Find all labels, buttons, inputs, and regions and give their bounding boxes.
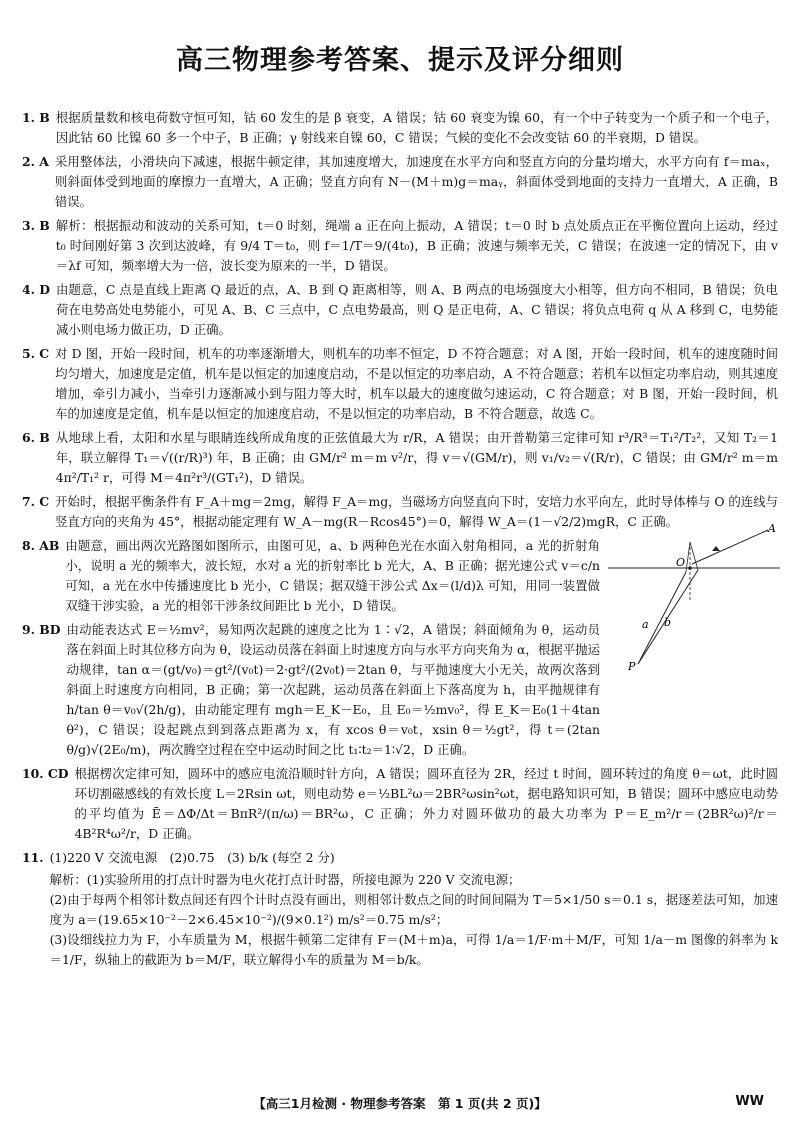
answer-number: 6. B <box>22 430 50 445</box>
answer-number: 11. <box>22 850 44 865</box>
analysis-line: 解析：(1)实验所用的打点计时器为电火花打点计时器，所接电源为 220 V 交流电源； <box>49 872 521 887</box>
answer-item-11 <box>22 848 778 970</box>
answer-item-10 <box>22 764 778 844</box>
answer-number: 9. BD <box>22 622 61 637</box>
answer-text: 解析：根据振动和波动的关系可知，t＝0 时刻，绳端 a 正在向上振动，A 错误；t＝0 时 b 点处质点正在平衡位置向上运动，经过 t₀ 时间刚好第 3 次到达波峰，有 9/4 T＝t₀，则 f＝1/T＝9/(4t₀)，B 正确；波速与频率无关，C 错误；在波速一定的情况下，由 v＝λf 可知，频率增大为一倍，波长变为原来的一半，D 错误。 <box>55 218 778 273</box>
answer-item-5 <box>22 344 778 424</box>
answer-number: 3. B <box>22 218 50 233</box>
answer-text: 对 D 图，开始一段时间，机车的功率逐渐增大，则机车的功率不恒定，D 不符合题意；对 A 图，开始一段时间，机车的速度随时间均匀增大，加速度是定值，机车是以恒定的加速度启动，不是以恒定的功率启动，A 不符合题意；若机车以恒定功率启动，则其速度增加，牵引力减小，当牵引力逐渐减小到与阻力等大时，机车以最大的速度做匀速运动，C 符合题意；对 B 图，开始一段时间，机车的加速度是定值，机车是以恒定的加速度启动，不是以恒定的功率启动，B 不符合题意，故选 C。 <box>55 346 778 421</box>
arrow-icon <box>712 546 720 551</box>
answer-text: 从地球上看，太阳和水星与眼睛连线所成角度的正弦值最大为 r/R，A 错误；由开普勒第三定律可知 r³/R³＝T₁²/T₂²，又知 T₂＝1年，联立解得 T₁＝√((r/R)³) 年，B 正确；由 GM/r² m＝m v²/r，得 v＝√(GM/r)，则 v₁/v₂＝√(R/r)，C 错误；由 GM/r² m＝m 4π²/T₁² r，可得 M＝4π²r³/(GT₁²)，D 错误。 <box>55 430 778 485</box>
light-path-diagram <box>608 522 780 672</box>
answer-number: 2. A <box>22 154 49 169</box>
ray-b2 <box>690 542 698 570</box>
analysis-line: (3)设细线拉力为 F，小车质量为 M，根据牛顿第二定律有 F＝(M＋m)a，可得 1/a＝1/F·m＋M/F，可知 1/a－m 图像的斜率为 k＝1/F，纵轴上的截距为 b＝M/F，联立解得小车的质量为 M＝b/k。 <box>49 932 778 967</box>
answer-number: 7. C <box>22 494 50 509</box>
label-b: b <box>664 616 672 629</box>
incident-ray <box>692 530 768 564</box>
footer-code: WW <box>735 1094 764 1109</box>
answer-item-3 <box>22 216 778 276</box>
label-p: P <box>628 660 636 672</box>
analysis-block <box>50 870 778 970</box>
answer-text: 由题意，画出两次光路图如图所示，由图可见，a、b 两种色光在水面入射角相同，a 光的折射角小，说明 a 光的频率大，波长短，水对 a 光的折射率比 b 光大，A、B 正确；据光速公式 v＝c/n 可知，a 光在水中传播速度比 b 光小，C 错误；据双缝干涉公式 Δx＝(l/d)λ 可知，用同一装置做双缝干涉实验，a 光的相邻干涉条纹间距比 b 光小，D 错误。 <box>65 538 600 613</box>
answer-text: (1)220 V 交流电源 (2)0.75 (3) b/k (每空 2 分) <box>49 850 335 865</box>
page-footer: 【高三1月检测 · 物理参考答案 第 1 页(共 2 页)】 <box>253 1096 547 1111</box>
answer-number: 4. D <box>22 282 50 297</box>
label-a: a <box>642 618 649 631</box>
answer-text: 开始时，根据平衡条件有 F_A＋mg＝2mg，解得 F_A＝mg，当磁场方向竖直向下时，安培力水平向左，此时导体棒与 O 的连线与竖直方向的夹角为 45°，根据动能定理有 W_A－mg(R－Rcos45°)＝0，解得 W_A＝(1－√2/2)mgR，C 正确。 <box>55 494 778 529</box>
answer-body <box>50 848 778 970</box>
answer-text: 根据质量数和核电荷数守恒可知，钴 60 发生的是 β 衰变，A 错误；钴 60 衰变为镍 60，有一个中子转变为一个质子和一个电子，因此钴 60 比镍 60 多一个中子，B 正确；γ 射线来自镍 60，C 错误；气候的变化不会改变钴 60 的半衰期，D 错误。 <box>55 110 778 145</box>
answer-item-2 <box>22 152 778 212</box>
answer-text: 由题意，C 点是直线上距离 Q 最近的点，A、B 到 Q 距离相等，则 A、B 两点的电场强度大小相等，但方向不相同，B 错误；负电荷在电势高处电势能小，可见 A、B、C 三点中，C 点电势最高，则 Q 是正电荷，A、C 错误；将负点电荷 q 从 A 移到 C，电势能减小则电场力做正功，D 正确。 <box>56 282 778 337</box>
analysis-line: (2)由于每两个相邻计数点间还有四个计时点没有画出，则相邻计数点之间的时间间隔为 T＝5×1/50 s＝0.1 s，据逐差法可知，加速度为 a＝(19.65×10⁻²－2×6.45×10⁻²)/(9×0.1²) m/s²＝0.75 m/s²； <box>49 892 778 927</box>
point-o <box>688 566 692 570</box>
answer-item-6 <box>22 428 778 488</box>
page-title: 高三物理参考答案、提示及评分细则 <box>176 45 624 76</box>
answer-number: 8. AB <box>22 538 60 553</box>
answer-text: 采用整体法，小滑块向下减速，根据牛顿定律，其加速度增大，加速度在水平方向和竖直方向的分量均增大，水平方向有 f＝maₓ，则斜面体受到地面的摩擦力一直增大，A 正确；竖直方向有 N－(M＋m)g＝maᵧ，斜面体受到地面的支持力一直增大，A 正确，B 错误。 <box>54 154 778 209</box>
label-o: O <box>676 556 686 569</box>
label-a-upper: A <box>768 522 776 535</box>
answer-text: 根据楞次定律可知，圆环中的感应电流沿顺时针方向，A 错误；圆环直径为 2R，经过 t 时间，圆环转过的角度 θ＝ωt，此时圆环切割磁感线的有效长度 L＝2Rsin ωt，则电动势 e＝½BL²ω＝2BR²ωsin²ωt，据电路知识可知，B 错误；圆环中感应电动势的平均值为 Ē＝ΔΦ/Δt＝BπR²/(π/ω)＝BR²ω，C 正确；外力对圆环做功的最大功率为 P＝E_m²/r＝(2BR²ω)²/r＝4B²R⁴ω²/r，D 正确。 <box>74 766 778 841</box>
answer-item-4 <box>22 280 778 340</box>
answer-number: 5. C <box>22 346 50 361</box>
answer-number: 1. B <box>22 110 50 125</box>
answer-number: 10. CD <box>22 766 69 781</box>
answer-item-1 <box>22 108 778 148</box>
answer-text: 由动能表达式 E＝½mv²，易知两次起跳的速度之比为 1∶√2，A 错误；斜面倾角为 θ，运动员落在斜面上时其位移方向为 θ，设运动员落在斜面上时速度方向与水平方向夹角为 α，根据平抛运动规律，tan α＝(gt/v₀)＝gt²/(v₀t)＝2·gt²/(2v₀t)＝2tan θ，与平抛速度大小无关，故两次落到斜面上时速度方向相同，B 正确；第一次起跳，运动员落在斜面上下落高度为 h，由平抛规律有 h/tan θ＝v₀√(2h/g)，由动能定理有 mgh＝E_K－E₀，且 E₀＝½mv₀²，得 E_K＝E₀(1＋4tan θ²)，C 错误；设起跳点到到落点距离为 x，有 xcos θ＝v₀t，xsin θ＝½gt²，得 t＝(2tan θ/g)√(2E₀/m)，两次腾空过程在空中运动时间之比 t₁∶t₂＝1∶√2，D 正确。 <box>66 622 600 757</box>
